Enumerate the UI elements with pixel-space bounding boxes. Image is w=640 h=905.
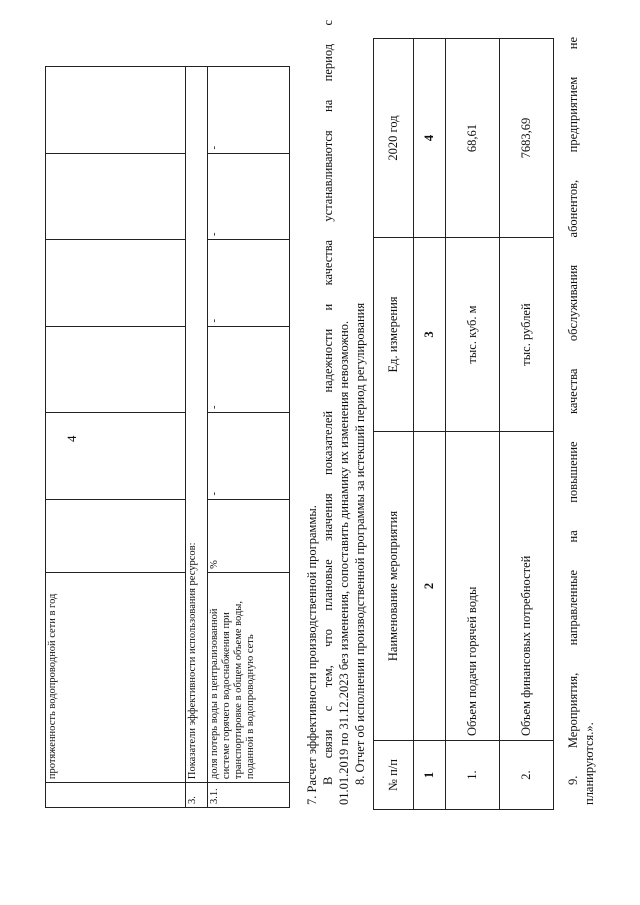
column-header: 2020 год: [374, 39, 414, 238]
value-cell: -: [208, 240, 290, 327]
value-cell: -: [208, 153, 290, 240]
section-7-text-line1: В связи с тем, что плановые значения показателей надежности и качества устанавливаются на период с: [321, 20, 335, 785]
table-row: [500, 39, 554, 810]
section-9-text-line2: планируются.».: [582, 722, 596, 805]
table-row: [186, 67, 208, 808]
table-row: [208, 67, 290, 808]
page-number: 4: [64, 435, 79, 442]
column-header: Наименование мероприятия: [374, 432, 414, 741]
row-number: 3.1.: [208, 783, 290, 808]
value-cell: [46, 326, 186, 413]
row-number-cell: [46, 783, 186, 808]
table-header-row: [374, 39, 414, 810]
section-title: Показатели эффективности использования ресурсов:: [186, 67, 208, 783]
section-7-text-line2: 01.01.2019 по 31.12.2023 без изменения, сопоставить динамику их изменения невозможно.: [337, 320, 351, 805]
column-number: 2: [414, 432, 446, 741]
unit-cell: тыс. рублей: [500, 238, 554, 432]
indicators-table: [45, 66, 290, 808]
table-row: [46, 67, 186, 808]
unit-cell: тыс. куб. м: [446, 238, 500, 432]
value-cell: 68,61: [446, 39, 500, 238]
value-cell: [46, 67, 186, 154]
row-number: 1.: [446, 741, 500, 810]
report-table: [373, 38, 554, 810]
value-cell: [46, 413, 186, 500]
column-header: Ед. измерения: [374, 238, 414, 432]
unit-cell: %: [208, 499, 290, 572]
column-number: 1: [414, 741, 446, 810]
table-row: [446, 39, 500, 810]
section-8-heading: 8. Отчет об исполнении производственной программы за истекший период регулирования: [353, 302, 367, 785]
value-cell: [46, 153, 186, 240]
section-number: 3.: [186, 783, 208, 808]
value-cell: [46, 240, 186, 327]
row-label: доля потерь воды в централизованной системе горячего водоснабжения при транспортировке в общем объеме воды, поданной в водопроводную сеть: [208, 572, 290, 782]
column-number: 4: [414, 39, 446, 238]
unit-cell: [46, 499, 186, 572]
row-label: протяженность водопроводной сети в год: [46, 572, 186, 782]
column-header: № п/п: [374, 741, 414, 810]
section-7-heading: 7. Расчет эффективности производственной программы.: [305, 505, 319, 805]
activity-name: Объем финансовых потребностей: [500, 432, 554, 741]
value-cell: -: [208, 67, 290, 154]
row-number: 2.: [500, 741, 554, 810]
value-cell: -: [208, 413, 290, 500]
activity-name: Объем подачи горячей воды: [446, 432, 500, 741]
column-number: 3: [414, 238, 446, 432]
value-cell: -: [208, 326, 290, 413]
column-number-row: [414, 39, 446, 810]
value-cell: 7683,69: [500, 39, 554, 238]
section-9-text-line1: 9. Мероприятия, направленные на повышение качества обслуживания абонентов, предприятием не: [566, 37, 580, 785]
